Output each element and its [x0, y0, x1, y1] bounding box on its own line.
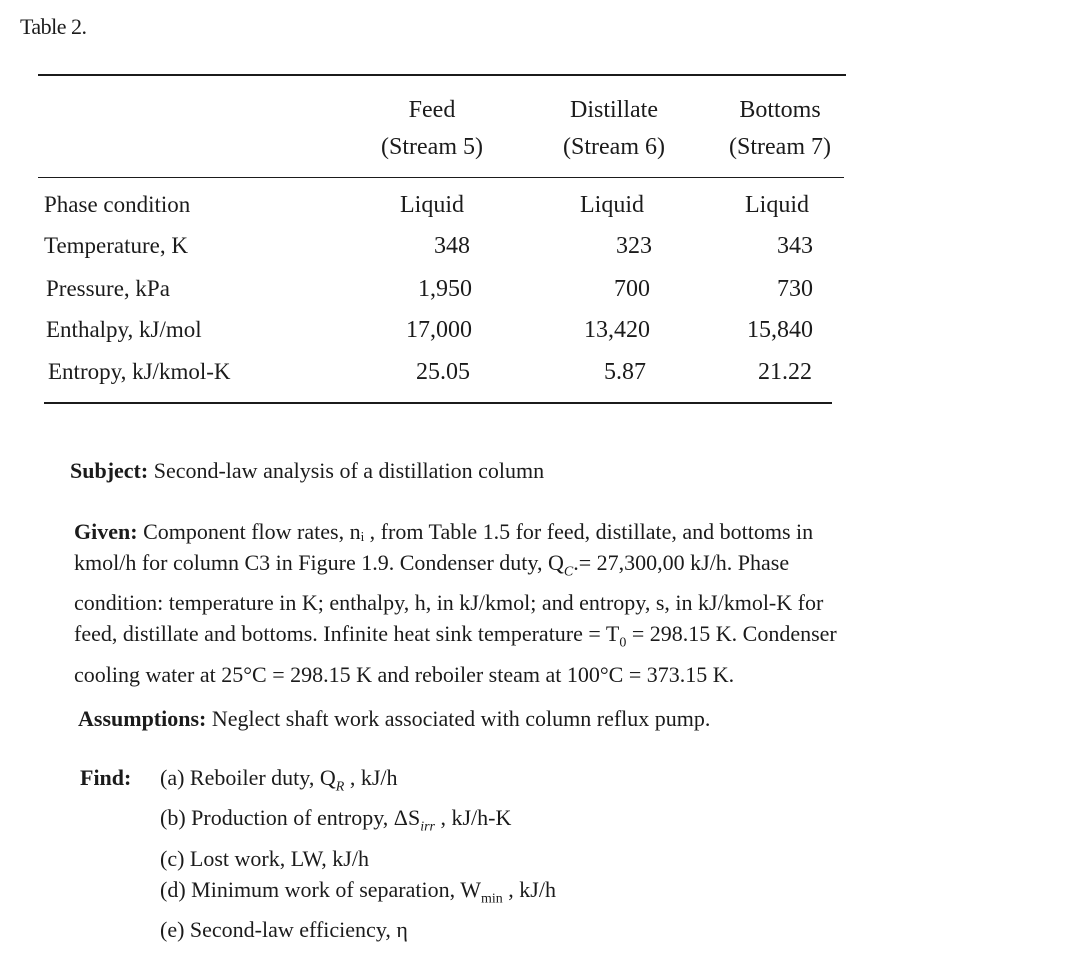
find-item-c: (c) Lost work, LW, kJ/h	[160, 845, 369, 871]
subject-heading: Subject:	[70, 458, 149, 483]
column-stream: (Stream 7)	[729, 134, 831, 160]
find-heading: Find:	[80, 765, 132, 790]
given-line-2: kmol/h for column C3 in Figure 1.9. Condenser duty, $Q_C.= 27,300,00$ kJ/h. Phase	[74, 550, 790, 580]
find-heading-wrap	[80, 762, 131, 793]
given-heading: Given:	[74, 519, 138, 544]
cell-bottoms: 343	[777, 233, 813, 259]
given-line-4: feed, distillate and bottoms. Infinite heat sink temperature = $T_0 = 298.15$ K. Condenser	[74, 621, 837, 651]
find-item-e: (e) Second-law efficiency, η	[160, 917, 408, 943]
table-row	[0, 359, 1080, 399]
table-bottom-rule	[44, 402, 832, 404]
row-label: Temperature, K	[44, 233, 188, 258]
given-line-3: condition: temperature in K; enthalpy, h, in kJ/kmol; and entropy, s, in kJ/kmol-K for	[74, 590, 824, 616]
cell-distillate: 700	[614, 276, 650, 302]
row-label: Enthalpy, kJ/mol	[46, 317, 202, 342]
find-item-b: (b) Production of entropy, $\Delta S_{irr}$ , kJ/h-K	[160, 805, 512, 835]
given-line-1: Given: Component flow rates, nᵢ , from Table 1.5 for feed, distillate, and bottoms in	[74, 519, 814, 544]
row-label: Pressure, kPa	[46, 276, 170, 301]
cell-feed: 1,950	[418, 276, 472, 302]
cell-bottoms: 15,840	[747, 317, 813, 343]
subject-text: Second-law analysis of a distillation column	[153, 458, 545, 483]
column-stream: (Stream 6)	[563, 134, 665, 160]
find-item-d: (d) Minimum work of separation, $W_{min}$ , kJ/h	[160, 876, 556, 907]
cell-distillate: 323	[616, 233, 652, 259]
column-name: Feed	[408, 97, 456, 123]
table-row	[0, 276, 1080, 316]
cell-feed: 348	[434, 233, 470, 259]
given-paragraph	[74, 516, 837, 690]
cell-distillate: 13,420	[584, 317, 650, 343]
table-top-rule	[38, 74, 846, 76]
table-row	[0, 233, 1080, 273]
row-label: Phase condition	[44, 192, 191, 217]
given-line-5: cooling water at 25°C = 298.15 K and reboiler steam at 100°C = 373.15 K.	[74, 661, 735, 687]
column-header-bottoms	[700, 92, 860, 166]
cell-bottoms: Liquid	[745, 192, 809, 218]
table-row	[0, 317, 1080, 357]
column-stream: (Stream 5)	[381, 134, 483, 160]
cell-feed: 25.05	[416, 359, 470, 385]
cell-feed: Liquid	[400, 192, 464, 218]
table-row	[0, 192, 1080, 232]
table-caption: Table 2.	[20, 14, 87, 39]
assumptions-text: Neglect shaft work associated with column reflux pump.	[211, 706, 711, 731]
subject-paragraph	[70, 455, 544, 486]
assumptions-paragraph	[78, 703, 710, 734]
find-item-a: (a) Reboiler duty, $Q_R$ , kJ/h	[160, 765, 398, 795]
find-list	[160, 762, 556, 945]
column-header-feed	[352, 92, 512, 166]
assumptions-heading: Assumptions:	[78, 706, 207, 731]
cell-bottoms: 21.22	[758, 359, 812, 385]
cell-feed: 17,000	[406, 317, 472, 343]
row-label: Entropy, kJ/kmol-K	[48, 359, 231, 384]
column-name: Distillate	[570, 97, 658, 123]
column-header-distillate	[534, 92, 694, 166]
cell-distillate: 5.87	[604, 359, 646, 385]
cell-distillate: Liquid	[580, 192, 644, 218]
table-header-rule	[38, 177, 844, 178]
column-name: Bottoms	[739, 97, 821, 123]
cell-bottoms: 730	[777, 276, 813, 302]
